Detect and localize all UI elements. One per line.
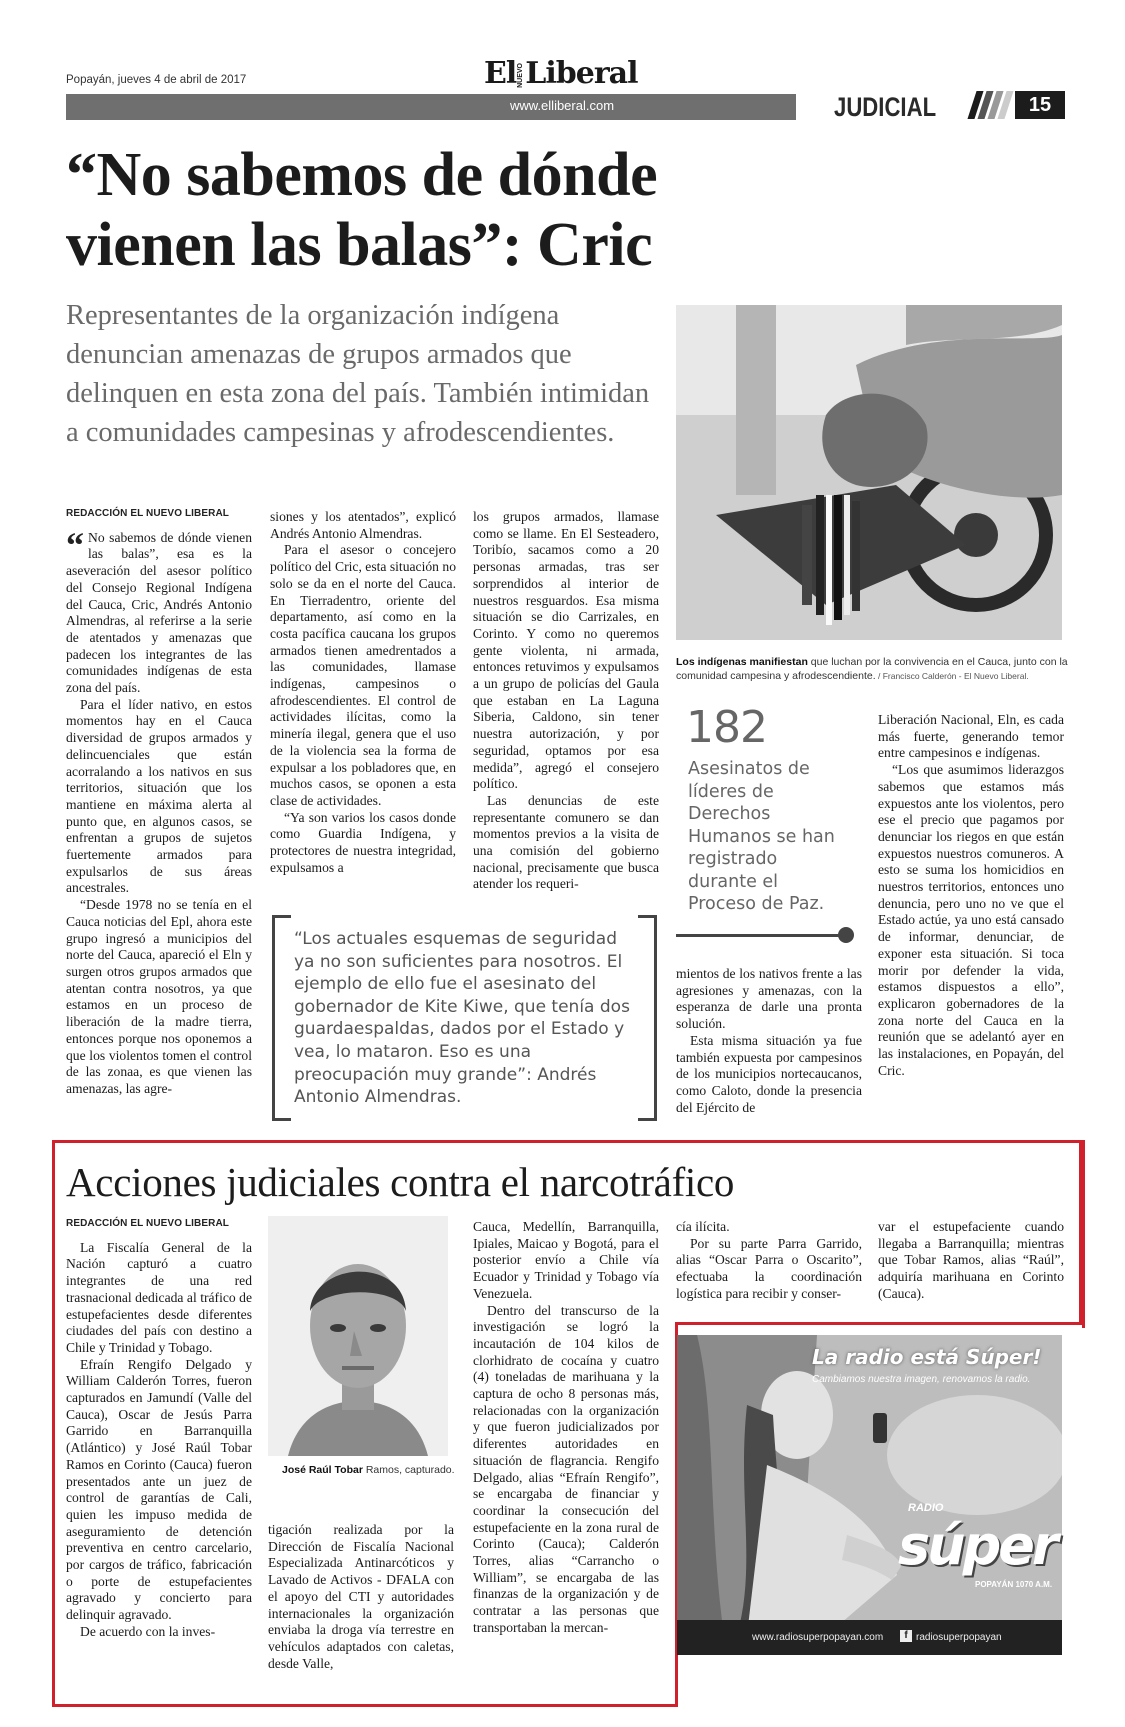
pullquote-left-bracket <box>272 915 291 1121</box>
article1-column-5 <box>878 712 1064 1079</box>
facebook-icon[interactable]: f <box>900 1630 912 1642</box>
paragraph: siones y los atentados”, explicó Andrés Antonio Almendras. <box>270 509 456 541</box>
highlight-frame-edge <box>52 1704 678 1707</box>
issue-date: Popayán, jueves 4 de abril de 2017 <box>66 74 247 86</box>
pullquote-right-bracket <box>638 915 657 1121</box>
highlight-frame-edge <box>1079 1140 1082 1325</box>
caption-lead: José Raúl Tobar <box>282 1464 363 1476</box>
photo-illustration <box>676 305 1062 640</box>
photo-credit: / Francisco Calderón - El Nuevo Liberal. <box>875 671 1029 681</box>
ad-brand-small: RADIO <box>908 1502 944 1514</box>
ad-url[interactable]: www.radiosuperpopayan.com <box>752 1632 884 1643</box>
paragraph: cía ilícita. <box>676 1219 730 1234</box>
paragraph: mientos de los nativos frente a las agresiones y amenazas, con la esperanza de darle una pronta solución. <box>676 966 862 1032</box>
stat-number: 182 <box>686 702 767 753</box>
ad-subtitle: Cambiamos nuestra imagen, renovamos la radio. <box>812 1374 1031 1385</box>
paragraph: Cauca, Medellín, Barranquilla, Ipiales, Maicao y Bogotá, para el posterior envío a Chile vía Ecuador y Trinidad y Tobago vía Venezuela. <box>473 1219 659 1301</box>
paragraph: “Ya son varios los casos donde como Guardia Indígena, y protectores de nuestra integridad, expulsamos a <box>270 809 456 875</box>
suspect-photo <box>268 1216 448 1456</box>
paragraph: var el estupefaciente cuando llegaba a Barranquilla; mientras que Tobar Ramos, alias “Raúl”, adquiría marihuana en Corinto (Cauca). <box>878 1219 1064 1301</box>
article2-column-5 <box>878 1219 1064 1303</box>
paragraph: De acuerdo con la inves- <box>80 1623 216 1639</box>
stat-dot-icon <box>838 927 854 943</box>
caption-text: que luchan por la convivencia en el Cauca, junto con la comunidad campesina y afrodescendiente. <box>676 656 1068 682</box>
paragraph: Las denuncias de este representante comunero se dan momentos previos a la visita de una comisión del gobierno nacional, precisamente que busca atender los requeri- <box>473 792 659 892</box>
paragraph: Dentro del transcurso de la investigación se logró la incautación de 104 kilos de clorhidrato de cocaína y cuatro (4) toneladas de marihuana y la captura de ocho 8 personas más, relacionadas con la organización y que fueron judicializados por diferentes autoridades en situación de flagrancia. Rengifo Delgado, alias “Efraín Rengifo”, se encargaba de financiar y coordinar la consecución del estupefaciente en la zona rural de Corinto (Cauca); Calderón Torres, alias “Carrancho o William”, se encargaba de las finanzas de la organización y de contratar a las personas que transportaban la mercan- <box>473 1302 659 1635</box>
paragraph: Por su parte Parra Garrido, alias “Oscar Parra o Oscarito”, efectuaba la coordinación logística para recibir y conser- <box>676 1235 862 1301</box>
stat-text: Asesinatos de líderes de Derechos Humanos se han registrado durante el Proceso de Paz. <box>688 759 835 914</box>
suspect-photo-caption <box>282 1464 455 1476</box>
main-headline: “No sabemos de dónde vienen las balas”: Cric <box>66 141 658 279</box>
highlight-frame-edge <box>675 1322 1082 1325</box>
caption-text: Ramos, capturado. <box>362 1464 455 1476</box>
paragraph: Para el líder nativo, en estos momentos hay en el Cauca diversidad de grupos armados y delincuenciales que están acorralando a los nativos en sus territorios, situación que los mantiene en máxima alerta al punto que, en algunos casos, se enfrentan a grupos de sujetos fuertemente armados para expulsarlos de sus áreas ancestrales. <box>66 696 252 896</box>
byline: REDACCIÓN EL NUEVO LIBERAL <box>66 1218 229 1229</box>
byline: REDACCIÓN EL NUEVO LIBERAL <box>66 508 229 519</box>
logo-nuevo: NUEVO <box>517 62 525 88</box>
paragraph: los grupos armados, llamase como se llame. En El Sesteadero, Toribío, sacamos como a 20 personas armadas, tras ser sorprendidos al interior de nuestros resguardos. Esa misma situación se dio Carrizales, en Corinto. Y como no queremos gente violenta, ni armada, entonces retuvimos y expulsamos a un grupo de policías del Gaula que estaban en La Laguna Siberia, Caldono, sin tener nuestra autorización, y por seguridad, optamos por esa medida”, agregó el consejero político. <box>473 509 659 792</box>
header-bar <box>66 94 796 120</box>
photo-caption <box>676 655 1076 683</box>
caption-lead: Los indígenas manifiestan <box>676 656 808 668</box>
paragraph: No sabemos de dónde vienen las balas”, esa es la aseveración del asesor político del Consejo Regional Indígena del Cauca, Cric, Andrés Antonio Almendras, al referirse a la serie de atentados y amenazas que padecen los integrantes de las comunidades indígenas de esta zona del país. <box>66 529 252 696</box>
paragraph: tigación realizada por la Dirección de Fiscalía Nacional Especializada Antinarcóticos y Lavado de Activos - DFALA con el apoyo del CTI y autoridades internacionales la organización enviaba la droga vía terrestre en vehículos adaptados con caletas, desde Valle, <box>268 1522 454 1671</box>
paragraph: Para el asesor o concejero político del Cric, esta situación no solo se da en el norte del Cauca. En Tierradentro, oriente del departamento, así como en la costa pacífica caucana los grupos armados tienen amedrentados a las comunidades, llamase indígenas, campesinos o afrodescendientes. El control de actividades ilícitas, como la minería ilegal, genera que el uso de la violencia sea la forma de expulsar a los pobladores que, en muchos casos, se oponen a esta clase de actividades. <box>270 542 456 808</box>
paragraph: “Los que asumimos liderazgos sabemos que estamos más expuestos ante los violentos, pero ese el precio que pagamos por denunciar los riegos en que están expuestos nuestros comuneros. A esto se suma los homicidios en nuestros territorios, entonces uno denuncia, pero uno no ve que el Estado actúe, ya uno está cansado de informar, denunciar, de exponer esta situación. Si toca morir por defender la vida, estamos dispuestos a ello”, explicaron gobernadores de la zona norte del Cauca en la reunión que se adelantó ayer en las instalaciones, en Popayán, del Cric. <box>878 762 1064 1078</box>
highlight-frame-edge <box>52 1325 55 1707</box>
paragraph: Efraín Rengifo Delgado y William Calderón Torres, fueron capturados en Jamundí (Valle del Cauca), Oscar de Jesús Parra Garrido en Barranquilla (Atlántico) y José Raúl Tobar Ramos en Corinto (Cauca) fueron presentados ante un juez de control de garantías de Cali, quien les impuso medida de aseguramiento de detención preventiva en centro carcelario, por cargos de tráfico, fabricación o porte de estupefacientes agravado y concierto para delinquir agravado. <box>66 1356 252 1623</box>
indigenous-staff-photo <box>676 305 1062 640</box>
article1-column-1 <box>66 506 252 1098</box>
article1-column-3 <box>473 509 659 893</box>
stat-rule <box>676 934 848 937</box>
paragraph: Esta misma situación ya fue también expuesta por campesinos de los municipios nortecaucanos, como Caloto, donde la presencia del Ejército de <box>676 1032 862 1115</box>
pullquote: “Los actuales esquemas de seguridad ya no son suficientes para nosotros. El ejemplo de ello fue el asesinato del gobernador de Kite Kiwe, que tenía dos guardaespaldas, dados por el Estado y vea, lo mataron. Eso es una preocupación muy grande”: Andrés Antonio Almendras. <box>294 929 630 1108</box>
ad-facebook-handle[interactable]: radiosuperpopayan <box>916 1632 1002 1643</box>
article1-column-2 <box>270 509 456 876</box>
article2-headline: Acciones judiciales contra el narcotráfico <box>66 1159 735 1205</box>
main-subhead: Representantes de la organización indígena denuncian amenazas de grupos armados que delinquen en esta zona del país. También intimidan a comunidades campesinas y afrodescendientes. <box>66 300 650 448</box>
ad-frequency: POPAYÁN 1070 A.M. <box>975 1580 1053 1589</box>
newspaper-logo <box>484 56 637 91</box>
site-url[interactable]: www.elliberal.com <box>510 98 615 113</box>
article2-column-2 <box>268 1522 454 1672</box>
logo-el: El <box>484 56 517 91</box>
article2-column-4 <box>676 1219 862 1303</box>
ad-brand-logo: súper <box>898 1514 1056 1577</box>
paragraph: Liberación Nacional, Eln, es cada más fuerte, generando temor entre campesinos e indígenas. <box>878 712 1064 761</box>
paragraph: “Desde 1978 no se tenía en el Cauca noticias del Epl, ahora este grupo ingresó a municipios del norte del Cauca, apareció el Eln y surgen otros grupos armados que atentan contra nosotros, ya que estamos en un proceso de liberación de la madre tierra, entonces porque nos oponemos a que los violentos tomen el control de las zonaa, es que vienen las amenazas, las agre- <box>66 897 252 1096</box>
section-name: JUDICIAL <box>834 92 937 122</box>
ad-title: La radio está Súper! <box>812 1345 1042 1369</box>
paragraph: La Fiscalía General de la Nación capturó a cuatro integrantes de una red trasnacional dedicada al tráfico de estupefacientes desde diferentes ciudades del país con destino a Chile y Trinidad y Tobago. <box>66 1239 252 1355</box>
page-number: 15 <box>1015 91 1065 119</box>
portrait-illustration <box>268 1216 448 1456</box>
article2-column-3 <box>473 1219 659 1637</box>
article1-column-4 <box>676 966 862 1116</box>
article2-column-1 <box>66 1216 252 1641</box>
logo-liberal: Liberal <box>525 56 638 91</box>
drop-quote-icon: “ <box>66 524 84 565</box>
